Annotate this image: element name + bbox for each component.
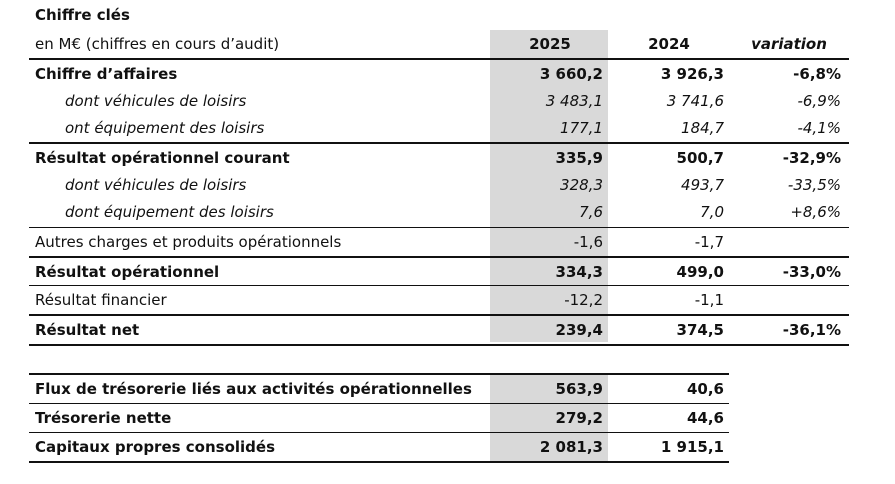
value-2024: -1,1: [694, 291, 724, 309]
value-variation: -6,8%: [793, 65, 841, 83]
value-2025: 3 483,1: [545, 92, 603, 110]
row-label: dont véhicules de loisirs: [65, 176, 247, 194]
value-2025: 2 081,3: [539, 438, 603, 456]
table-row: [29, 314, 849, 346]
value-variation: -33,5%: [787, 176, 841, 194]
row-label: Résultat net: [35, 321, 140, 339]
table-row: [29, 114, 849, 142]
table-row: [29, 198, 849, 226]
value-variation: [729, 228, 841, 256]
value-2025: 563,9: [555, 380, 603, 398]
table-row: [29, 285, 849, 314]
value-2024: 7,0: [700, 203, 724, 221]
value-2024: -1,7: [694, 233, 724, 251]
value-variation: [729, 286, 841, 314]
row-label: dont équipement des loisirs: [65, 203, 274, 221]
row-label: Flux de trésorerie liés aux activités opérationnelles: [35, 380, 472, 398]
value-2024: 3 741,6: [666, 92, 724, 110]
row-label: Autres charges et produits opérationnels: [35, 233, 342, 251]
value-2025: 279,2: [555, 409, 603, 427]
row-label: Résultat opérationnel: [35, 263, 220, 281]
unit-label: en M€ (chiffres en cours d’audit): [35, 35, 280, 53]
value-2024: 374,5: [676, 321, 724, 339]
header-2024: 2024: [648, 35, 690, 53]
value-2024: 3 926,3: [660, 65, 724, 83]
value-2025: 334,3: [555, 263, 603, 281]
row-label: Chiffre d’affaires: [35, 65, 178, 83]
value-2024: 500,7: [676, 149, 724, 167]
table-row: [29, 256, 849, 286]
table-row: [29, 403, 729, 432]
value-2025: 239,4: [555, 321, 603, 339]
value-2025: 328,3: [560, 176, 603, 194]
row-label: Capitaux propres consolidés: [35, 438, 276, 456]
row-label: Résultat financier: [35, 291, 167, 309]
value-variation: -36,1%: [782, 321, 841, 339]
value-2024: 499,0: [676, 263, 724, 281]
value-2025: 335,9: [555, 149, 603, 167]
table-row: [29, 142, 849, 172]
row-label: Résultat opérationnel courant: [35, 149, 290, 167]
row-label: Trésorerie nette: [35, 409, 172, 427]
table-row: [29, 171, 849, 199]
value-2025: -12,2: [564, 291, 603, 309]
value-variation: -6,9%: [797, 92, 841, 110]
value-2025: -1,6: [573, 233, 603, 251]
value-variation: -33,0%: [782, 263, 841, 281]
value-2025: 3 660,2: [539, 65, 603, 83]
table-row: [29, 58, 849, 88]
value-variation: -32,9%: [782, 149, 841, 167]
table-row: [29, 373, 729, 403]
value-variation: -4,1%: [797, 119, 841, 137]
row-label: ont équipement des loisirs: [65, 119, 265, 137]
table-row: [29, 87, 849, 115]
value-2024: 184,7: [681, 119, 724, 137]
table-row: [29, 227, 849, 256]
header-2025: 2025: [529, 35, 571, 53]
value-2024: 44,6: [686, 409, 724, 427]
value-variation: +8,6%: [790, 203, 841, 221]
table-title: Chiffre clés: [35, 6, 130, 24]
value-2025: 7,6: [579, 203, 603, 221]
table-row: [29, 432, 729, 463]
value-2025: 177,1: [560, 119, 603, 137]
row-label: dont véhicules de loisirs: [65, 92, 247, 110]
value-2024: 493,7: [681, 176, 724, 194]
value-2024: 1 915,1: [660, 438, 724, 456]
value-2024: 40,6: [686, 380, 724, 398]
header-variation: variation: [751, 35, 827, 53]
header-row: [29, 30, 849, 58]
